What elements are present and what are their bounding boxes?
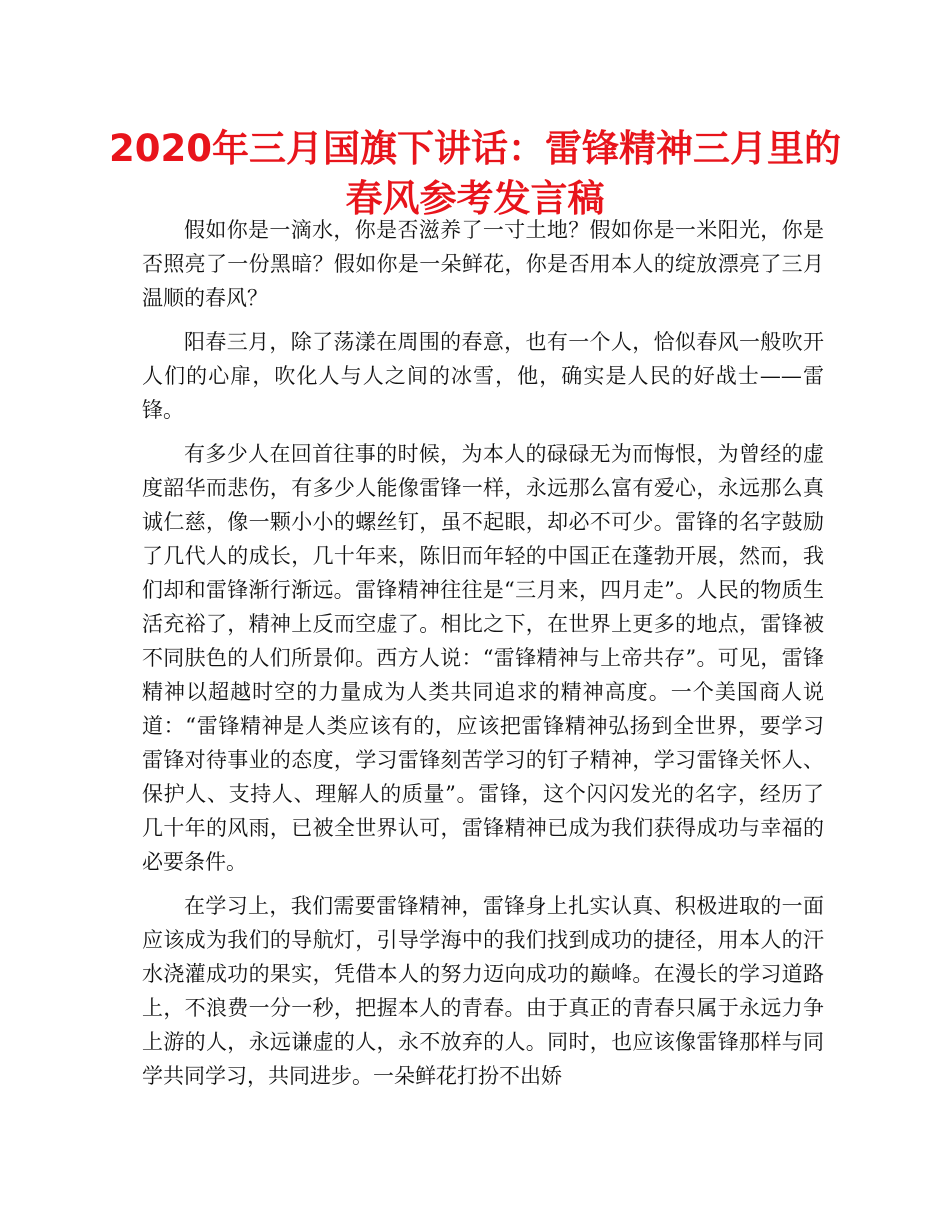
document-title: 2020年三月国旗下讲话：雷锋精神三月里的春风参考发言稿 bbox=[109, 127, 841, 220]
paragraph-3: 有多少人在回首往事的时候，为本人的碌碌无为而悔恨，为曾经的虚度韶华而悲伤，有多少人能像雷锋一样，永远那么富有爱心，永远那么真诚仁慈，像一颗小小的螺丝钉，虽不起眼，却必不可少。雷锋的名字鼓励了几代人的成长，几十年来，陈旧而年轻的中国正在蓬勃开展，然而，我们却和雷锋渐行渐远。雷锋精神往往是“三月来，四月走”。人民的物质生活充裕了，精神上反而空虚了。相比之下，在世界上更多的地点，雷锋被不同肤色的人们所景仰。西方人说：“雷锋精神与上帝共存”。可见，雷锋精神以超越时空的力量成为人类共同追求的精神高度。一个美国商人说道：“雷锋精神是人类应该有的，应该把雷锋精神弘扬到全世界，要学习雷锋对待事业的态度，学习雷锋刻苦学习的钉子精神，学习雷锋关怀人、保护人、支持人、理解人的质量”。雷锋，这个闪闪发光的名字，经历了几十年的风雨，已被全世界认可，雷锋精神已成为我们获得成功与幸福的必要条件。 bbox=[142, 442, 824, 874]
paragraph-4: 在学习上，我们需要雷锋精神，雷锋身上扎实认真、积极进取的一面应该成为我们的导航灯，引导学海中的我们找到成功的捷径，用本人的汗水浇灌成功的果实，凭借本人的努力迈向成功的巅峰。在漫长的学习道路上，不浪费一分一秒，把握本人的青春。由于真正的青春只属于永远力争上游的人，永远谦虚的人，永不放弃的人。同时，也应该像雷锋那样与同学共同学习，共同进步。一朵鲜花打扮不出娇 bbox=[142, 894, 824, 1088]
paragraph-2: 阳春三月，除了荡漾在周围的春意，也有一个人，恰似春风一般吹开人们的心扉，吹化人与人之间的冰雪，他，确实是人民的好战士——雷锋。 bbox=[142, 330, 824, 422]
document-body bbox=[142, 213, 824, 1103]
paragraph-1: 假如你是一滴水，你是否滋养了一寸土地？假如你是一米阳光，你是否照亮了一份黑暗？假如你是一朵鲜花，你是否用本人的绽放漂亮了三月温顺的春风？ bbox=[142, 218, 824, 310]
